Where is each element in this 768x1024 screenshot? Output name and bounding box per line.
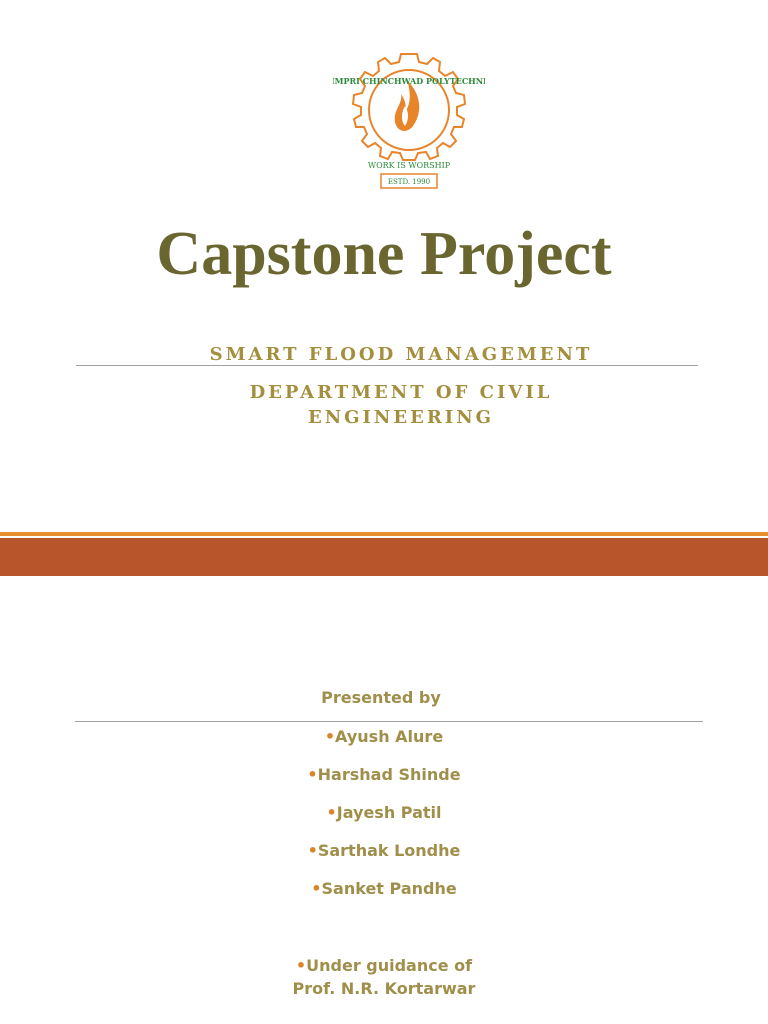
logo-established: ESTD. 1990 [387, 178, 431, 186]
list-item [0, 840, 768, 878]
presenter-name: Sanket Pandhe [321, 879, 457, 898]
bullet-icon: • [324, 727, 336, 746]
college-logo [333, 50, 485, 194]
presenter-name: Harshad Shinde [317, 765, 461, 784]
project-name: SMART FLOOD MANAGEMENT [209, 344, 593, 365]
decorative-band [0, 538, 768, 576]
page-title: Capstone Project [156, 220, 612, 288]
list-item [0, 802, 768, 840]
presenter-name: Jayesh Patil [336, 803, 442, 822]
guidance-label: •Under guidance of [295, 956, 473, 975]
bullet-icon: • [295, 956, 307, 975]
list-item [0, 878, 768, 916]
presenter-name: Ayush Alure [335, 727, 444, 746]
department-line-1: DEPARTMENT OF CIVIL [249, 382, 553, 403]
logo-institution-text: PIMPRI CHINCHWAD POLYTECHNIC [333, 76, 485, 86]
list-item [0, 764, 768, 802]
subtitle-divider [76, 365, 698, 366]
department-name [0, 380, 768, 430]
department-line-2: ENGINEERING [307, 407, 495, 428]
presented-by-heading: Presented by [321, 688, 441, 707]
logo-motto: WORK IS WORSHIP [367, 161, 451, 170]
bullet-icon: • [307, 841, 318, 860]
presenter-name: Sarthak Londhe [317, 841, 461, 860]
bullet-icon: • [326, 803, 337, 822]
presenter-list [0, 726, 768, 916]
logo-emblem-icon [333, 50, 485, 194]
list-item [0, 726, 768, 764]
bullet-icon: • [307, 765, 318, 784]
guidance-block [0, 954, 768, 1000]
presenters-divider [75, 721, 703, 722]
guide-name: Prof. N.R. Kortarwar [292, 979, 476, 998]
accent-stripe [0, 532, 768, 536]
bullet-icon: • [311, 879, 322, 898]
